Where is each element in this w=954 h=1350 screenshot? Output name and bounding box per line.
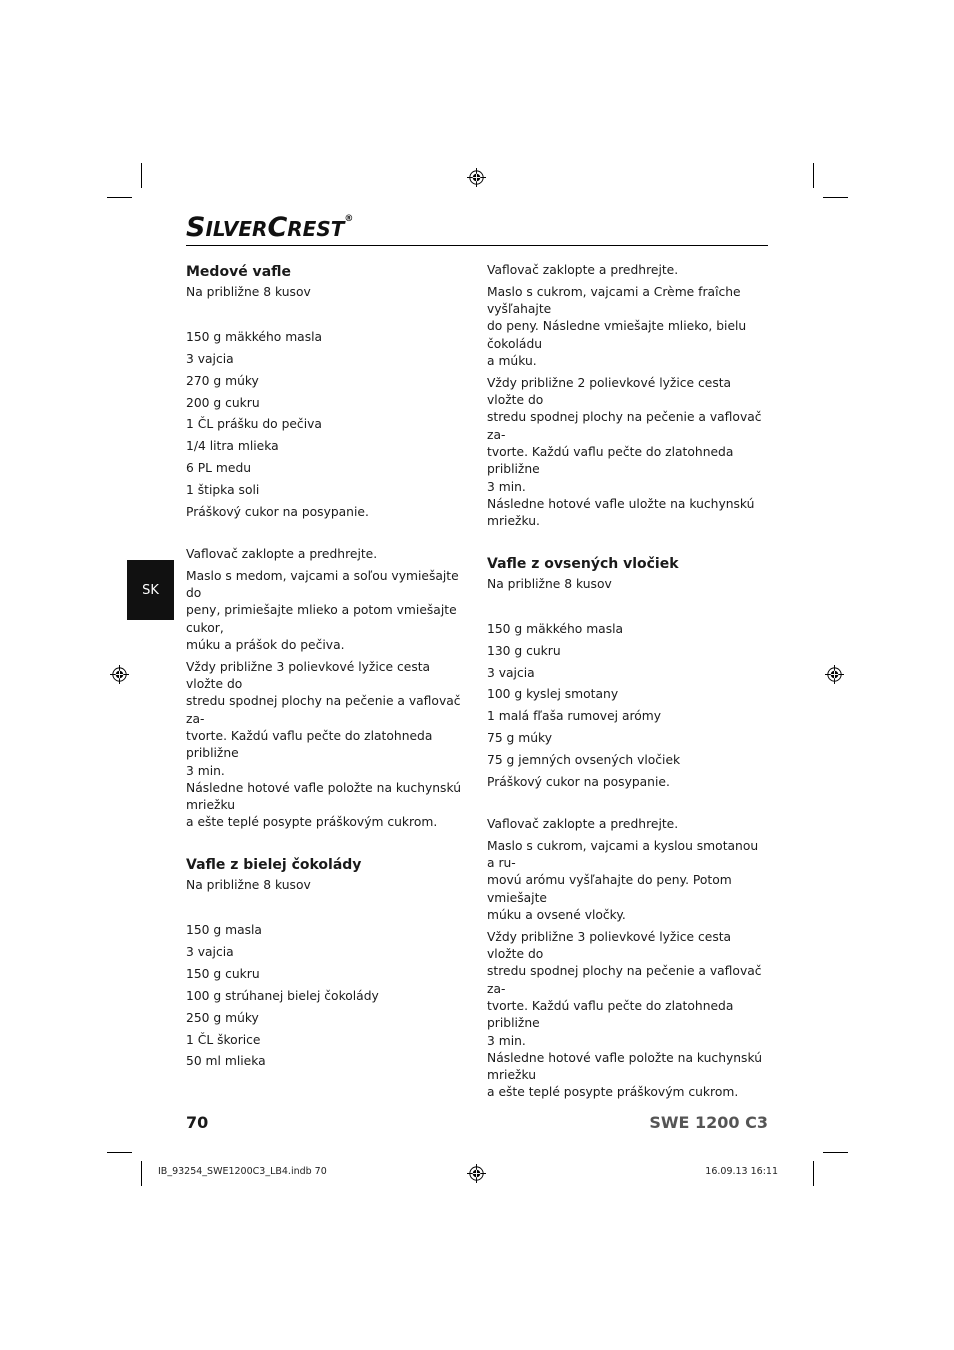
ingredient-item: 200 g cukru <box>186 395 260 410</box>
crop-mark <box>107 1152 132 1153</box>
registration-mark-icon <box>467 168 486 187</box>
crop-mark <box>141 163 142 188</box>
registration-mark-icon <box>825 665 844 684</box>
ingredient-item: Práškový cukor na posypanie. <box>487 775 670 790</box>
model-number: SWE 1200 C3 <box>649 1113 768 1132</box>
instruction-paragraph: Vaflovač zaklopte a predhrejte. <box>487 263 679 277</box>
crop-mark <box>823 197 848 198</box>
ingredient-item: 3 vajcia <box>186 944 234 959</box>
ingredient-list <box>487 619 768 794</box>
recipe-title: Vafle z bielej čokolády <box>186 857 362 874</box>
ingredient-item: 50 ml mlieka <box>186 1054 266 1069</box>
ingredient-item: 100 g strúhanej bielej čokolády <box>186 988 379 1003</box>
instruction-paragraph: Vaflovač zaklopte a predhrejte. <box>186 546 378 561</box>
ingredient-item: Práškový cukor na posypanie. <box>186 505 369 520</box>
instruction-paragraph: Vždy približne 3 polievkové lyžice cesta vložte do stredu spodnej plochy na pečenie a vaflovač za- tvorte. Každú vaflu pečte do zlatohneda približne 3 min. Následne hotové vafle položte na kuchynskú mriežku a ešte teplé posypte práškovým cukrom. <box>186 659 462 830</box>
ingredient-item: 130 g cukru <box>487 643 561 658</box>
header-divider <box>186 245 768 246</box>
ingredient-item: 3 vajcia <box>186 351 234 366</box>
crop-mark <box>141 1161 142 1186</box>
ingredient-item: 1 štipka soli <box>186 483 260 498</box>
ingredient-list <box>186 327 468 524</box>
recipe-title: Medové vafle <box>186 264 292 280</box>
right-column <box>487 262 768 1106</box>
recipe-yield: Na približne 8 kusov <box>186 878 311 893</box>
recipe-yield: Na približne 8 kusov <box>487 576 612 591</box>
ingredient-item: 1 ČL škorice <box>186 1032 261 1047</box>
language-tab: SK <box>127 560 174 620</box>
ingredient-item: 6 PL medu <box>186 461 252 476</box>
left-column <box>186 262 468 1073</box>
crop-mark <box>813 163 814 188</box>
crop-mark <box>823 1152 848 1153</box>
registration-mark-icon <box>467 1164 486 1183</box>
ingredient-item: 3 vajcia <box>487 665 535 680</box>
instruction-paragraph: Maslo s cukrom, vajcami a kyslou smotanou a ru- movú arómu vyšľahajte do peny. Potom vmiešajte múku a ovsené vločky. <box>487 838 759 922</box>
recipe-yield: Na približne 8 kusov <box>186 285 311 299</box>
registration-mark-icon <box>110 665 129 684</box>
recipe-title: Vafle z ovsených vločiek <box>487 555 679 572</box>
instruction-paragraph: Vždy približne 2 polievkové lyžice cesta vložte do stredu spodnej plochy na pečenie a vaflovač za- tvorte. Každú vaflu pečte do zlatohneda približne 3 min. Následne hotové vafle uložte na kuchynskú mriežku. <box>487 375 762 529</box>
ingredient-item: 75 g múky <box>487 731 553 746</box>
ingredient-item: 1/4 litra mlieka <box>186 439 279 454</box>
ingredient-item: 1 ČL prášku do pečiva <box>186 417 322 432</box>
crop-mark <box>813 1161 814 1186</box>
ingredient-item: 270 g múky <box>186 373 259 388</box>
ingredient-list <box>186 920 468 1073</box>
print-slug-date: 16.09.13 16:11 <box>705 1166 778 1177</box>
instruction-paragraph: Vaflovač zaklopte a predhrejte. <box>487 817 679 831</box>
instruction-paragraph: Maslo s cukrom, vajcami a Crème fraîche vyšľahajte do peny. Následne vmiešajte mlieko, bielu čokoládu a múku. <box>487 284 747 368</box>
ingredient-item: 150 g masla <box>186 923 262 937</box>
ingredient-item: 250 g múky <box>186 1010 259 1025</box>
ingredient-item: 150 g mäkkého masla <box>186 329 323 344</box>
instruction-paragraph: Vždy približne 3 polievkové lyžice cesta vložte do stredu spodnej plochy na pečenie a vaflovač za- tvorte. Každú vaflu pečte do zlatohneda približne 3 min. Následne hotové vafle položte na kuchynskú mriežku a ešte teplé posypte práškovým cukrom. <box>487 929 763 1100</box>
ingredient-item: 100 g kyslej smotany <box>487 687 619 702</box>
ingredient-item: 75 g jemných ovsených vločiek <box>487 753 681 768</box>
instruction-paragraph: Maslo s medom, vajcami a soľou vymiešajte do peny, primiešajte mlieko a potom vmiešajte cukor, múku a prášok do pečiva. <box>186 568 459 652</box>
ingredient-item: 1 malá fľaša rumovej arómy <box>487 709 662 724</box>
page-number: 70 <box>186 1113 209 1132</box>
ingredient-item: 150 g mäkkého masla <box>487 621 624 636</box>
crop-mark <box>107 197 132 198</box>
ingredient-item: 150 g cukru <box>186 966 260 981</box>
print-slug-file: IB_93254_SWE1200C3_LB4.indb 70 <box>158 1166 327 1177</box>
brand-logo: SILVERCREST® <box>186 212 354 243</box>
